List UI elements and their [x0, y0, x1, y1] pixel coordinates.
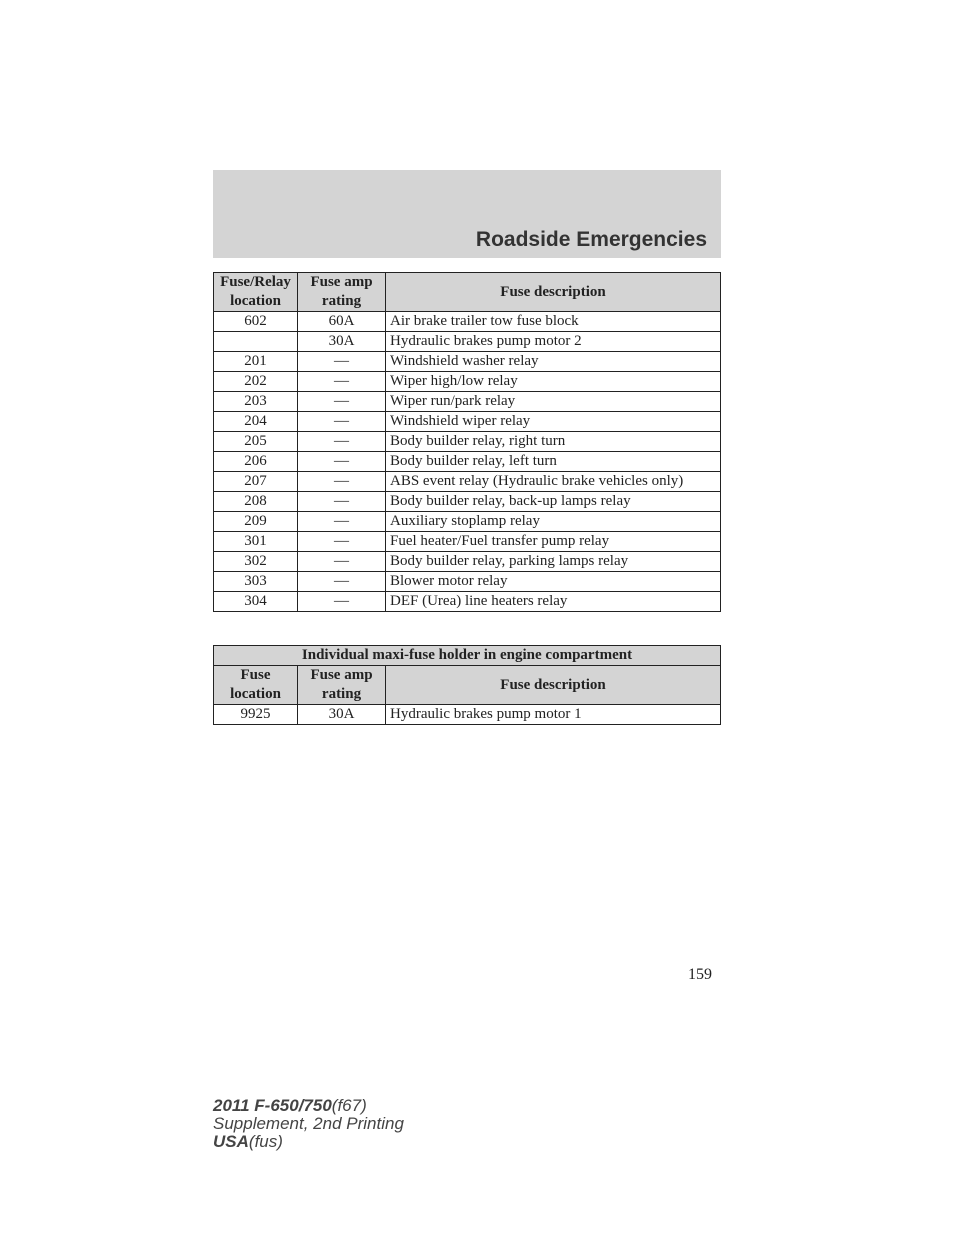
cell-rating: — — [298, 532, 386, 552]
cell-description: Blower motor relay — [386, 572, 721, 592]
cell-description: Body builder relay, back-up lamps relay — [386, 492, 721, 512]
cell-description: Body builder relay, left turn — [386, 452, 721, 472]
cell-location: 602 — [214, 312, 298, 332]
cell-description: Wiper high/low relay — [386, 372, 721, 392]
table-header-row — [214, 273, 721, 312]
cell-rating: — — [298, 492, 386, 512]
cell-description: Body builder relay, parking lamps relay — [386, 552, 721, 572]
cell-location: 205 — [214, 432, 298, 452]
cell-description: Hydraulic brakes pump motor 2 — [386, 332, 721, 352]
table-row — [214, 492, 721, 512]
cell-description: Auxiliary stoplamp relay — [386, 512, 721, 532]
cell-rating: — — [298, 352, 386, 372]
cell-location: 203 — [214, 392, 298, 412]
table-row — [214, 392, 721, 412]
header-description: Fuse description — [386, 666, 721, 705]
header-location: Fuse/Relay location — [214, 273, 298, 312]
table-row — [214, 332, 721, 352]
footer-market: USA — [213, 1132, 249, 1151]
cell-rating: — — [298, 572, 386, 592]
header-description: Fuse description — [386, 273, 721, 312]
footer-print-info — [213, 1097, 404, 1151]
header-rating: Fuse amp rating — [298, 666, 386, 705]
footer-market-code: (fus) — [248, 1132, 283, 1151]
footer-line-1 — [213, 1097, 404, 1115]
cell-description: Wiper run/park relay — [386, 392, 721, 412]
cell-location: 304 — [214, 592, 298, 612]
cell-rating: 30A — [298, 705, 386, 725]
cell-rating: — — [298, 512, 386, 532]
cell-description: ABS event relay (Hydraulic brake vehicles only) — [386, 472, 721, 492]
footer-model-code: (f67) — [331, 1096, 367, 1115]
cell-rating: — — [298, 412, 386, 432]
maxi-fuse-table — [213, 645, 721, 725]
fuse-relay-table — [213, 272, 721, 612]
cell-location: 201 — [214, 352, 298, 372]
cell-location: 208 — [214, 492, 298, 512]
table-row — [214, 432, 721, 452]
page-number: 159 — [688, 966, 712, 983]
table-row — [214, 412, 721, 432]
cell-location: 209 — [214, 512, 298, 532]
cell-description: DEF (Urea) line heaters relay — [386, 592, 721, 612]
table-row — [214, 472, 721, 492]
cell-description: Air brake trailer tow fuse block — [386, 312, 721, 332]
cell-rating: — — [298, 432, 386, 452]
cell-rating: — — [298, 472, 386, 492]
cell-rating: — — [298, 592, 386, 612]
cell-description: Fuel heater/Fuel transfer pump relay — [386, 532, 721, 552]
table-row — [214, 452, 721, 472]
cell-location: 303 — [214, 572, 298, 592]
cell-location: 301 — [214, 532, 298, 552]
cell-location: 302 — [214, 552, 298, 572]
cell-description: Body builder relay, right turn — [386, 432, 721, 452]
table-row — [214, 372, 721, 392]
cell-location — [214, 332, 298, 352]
fuse-relay-table-body — [214, 312, 721, 612]
table-title-row — [214, 646, 721, 666]
cell-rating: — — [298, 452, 386, 472]
cell-description: Windshield wiper relay — [386, 412, 721, 432]
cell-location: 204 — [214, 412, 298, 432]
table-row — [214, 572, 721, 592]
section-header-band — [213, 170, 721, 258]
table-row — [214, 552, 721, 572]
table-row — [214, 592, 721, 612]
footer-line-2: Supplement, 2nd Printing — [213, 1114, 404, 1133]
table-header-row — [214, 666, 721, 705]
cell-rating: — — [298, 552, 386, 572]
cell-location: 207 — [214, 472, 298, 492]
cell-description: Windshield washer relay — [386, 352, 721, 372]
cell-description: Hydraulic brakes pump motor 1 — [386, 705, 721, 725]
section-title: Roadside Emergencies — [475, 228, 707, 251]
cell-rating: 30A — [298, 332, 386, 352]
footer-line-3 — [213, 1133, 404, 1151]
maxi-fuse-table-title: Individual maxi-fuse holder in engine compartment — [214, 646, 721, 666]
footer-model: 2011 F-650/750 — [213, 1096, 332, 1115]
table-row — [214, 705, 721, 725]
maxi-fuse-table-body — [214, 705, 721, 725]
table-row — [214, 512, 721, 532]
header-location: Fuse location — [214, 666, 298, 705]
table-row — [214, 352, 721, 372]
cell-location: 206 — [214, 452, 298, 472]
header-rating: Fuse amp rating — [298, 273, 386, 312]
cell-location: 9925 — [214, 705, 298, 725]
cell-rating: — — [298, 392, 386, 412]
cell-rating: 60A — [298, 312, 386, 332]
table-row — [214, 532, 721, 552]
table-row — [214, 312, 721, 332]
cell-rating: — — [298, 372, 386, 392]
cell-location: 202 — [214, 372, 298, 392]
